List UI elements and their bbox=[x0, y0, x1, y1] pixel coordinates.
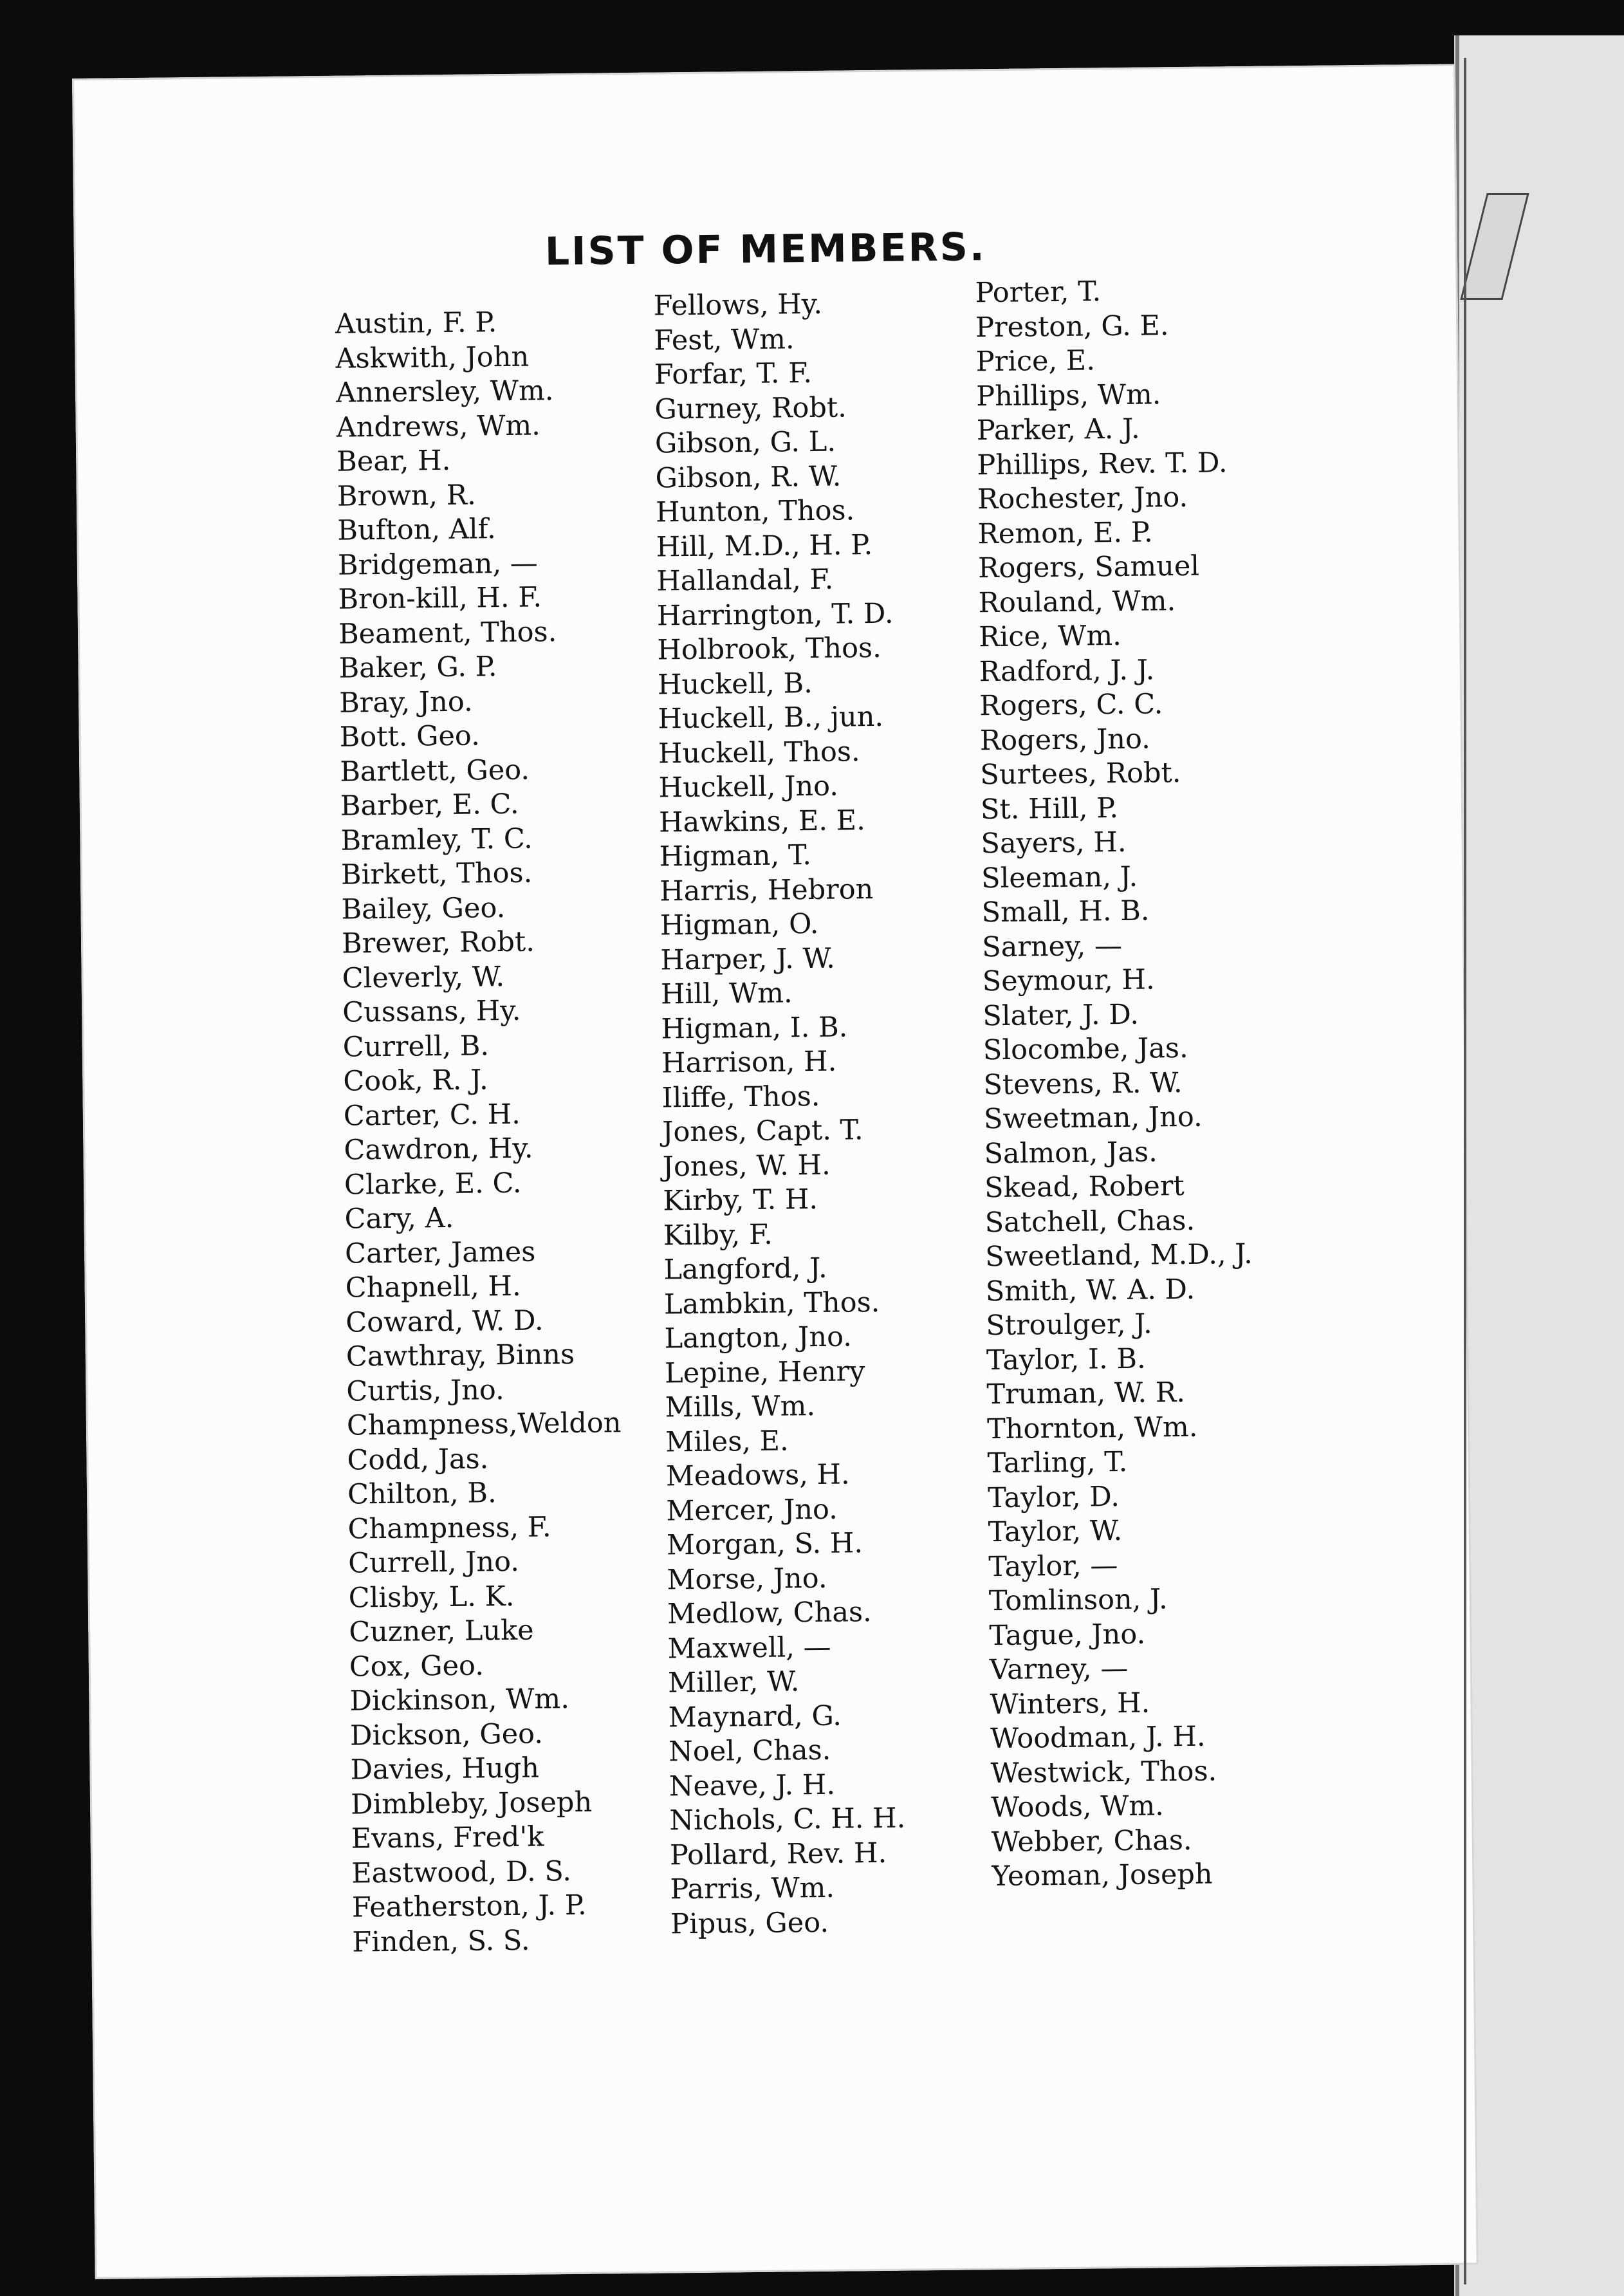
member-entry: Taylor, D. bbox=[987, 1480, 1120, 1514]
member-entry: Kilby, F. bbox=[663, 1218, 773, 1252]
member-entry: Maxwell, — bbox=[667, 1631, 831, 1665]
member-entry: Sleeman, J. bbox=[981, 860, 1138, 894]
member-entry: Dimbleby, Joseph bbox=[350, 1786, 593, 1821]
member-entry: Rogers, Jno. bbox=[979, 723, 1151, 757]
member-entry: Evans, Fred'k bbox=[351, 1820, 544, 1855]
member-entry: Kirby, T. H. bbox=[663, 1183, 818, 1217]
member-entry: Sweetman, Jno. bbox=[983, 1100, 1203, 1136]
member-column-2 bbox=[653, 287, 907, 1942]
member-entry: Cary, A. bbox=[344, 1201, 454, 1236]
member-entry: Harrison, H. bbox=[661, 1045, 837, 1080]
member-entry: Seymour, H. bbox=[982, 963, 1155, 998]
member-entry: Huckell, B. bbox=[657, 667, 813, 701]
member-entry: Morse, Jno. bbox=[667, 1562, 827, 1596]
member-entry: Thornton, Wm. bbox=[986, 1411, 1198, 1445]
member-entry: Cawdron, Hy. bbox=[344, 1132, 533, 1167]
member-entry: Huckell, Jno. bbox=[658, 770, 839, 804]
member-entry: Beament, Thos. bbox=[338, 615, 557, 651]
member-entry: Radford, J. J. bbox=[979, 653, 1155, 688]
member-entry: Slocombe, Jas. bbox=[983, 1032, 1188, 1067]
member-entry: Bailey, Geo. bbox=[341, 891, 506, 926]
member-entry: Bramley, T. C. bbox=[340, 822, 533, 857]
member-entry: Porter, T. bbox=[975, 275, 1102, 310]
member-entry: Champness,Weldon bbox=[346, 1407, 622, 1442]
member-entry: Rouland, Wm. bbox=[978, 584, 1176, 619]
member-entry: Champness, F. bbox=[347, 1510, 551, 1546]
member-entry: Annersley, Wm. bbox=[335, 375, 554, 409]
member-entry: Rogers, Samuel bbox=[977, 550, 1200, 585]
member-entry: Woods, Wm. bbox=[990, 1790, 1165, 1824]
member-entry: Slater, J. D. bbox=[983, 998, 1140, 1032]
member-entry: Finden, S. S. bbox=[352, 1924, 530, 1959]
member-entry: Chilton, B. bbox=[347, 1477, 497, 1511]
member-entry: Pollard, Rev. H. bbox=[669, 1837, 887, 1871]
member-entry: Taylor, W. bbox=[988, 1515, 1123, 1549]
member-entry: Birkett, Thos. bbox=[340, 856, 533, 891]
member-entry: Higman, T. bbox=[659, 839, 812, 873]
member-entry: Iliffe, Thos. bbox=[661, 1080, 820, 1114]
member-entry: Bartlett, Geo. bbox=[340, 754, 530, 788]
facing-page bbox=[1454, 35, 1624, 2296]
member-entry: Tague, Jno. bbox=[989, 1618, 1146, 1652]
member-entry: Brown, R. bbox=[337, 478, 477, 513]
member-entry: Nichols, C. H. H. bbox=[669, 1802, 906, 1837]
member-entry: Hunton, Thos. bbox=[655, 494, 855, 529]
member-entry: Parker, A. J. bbox=[976, 412, 1140, 447]
member-entry: Parris, Wm. bbox=[670, 1871, 835, 1906]
member-entry: Lambkin, Thos. bbox=[663, 1286, 880, 1320]
member-entry: Maynard, G. bbox=[668, 1699, 842, 1734]
member-entry: Currell, B. bbox=[342, 1029, 490, 1064]
member-entry: Mercer, Jno. bbox=[666, 1493, 838, 1527]
member-entry: Preston, G. E. bbox=[975, 309, 1169, 344]
member-entry: Carter, James bbox=[344, 1236, 536, 1270]
member-entry: Hawkins, E. E. bbox=[658, 804, 866, 839]
member-entry: Coward, W. D. bbox=[346, 1304, 544, 1339]
member-entry: Askwith, John bbox=[335, 340, 530, 375]
member-entry: Gurney, Robt. bbox=[654, 391, 847, 426]
member-entry: Westwick, Thos. bbox=[990, 1755, 1217, 1790]
member-entry: Medlow, Chas. bbox=[667, 1596, 872, 1631]
member-entry: Brewer, Robt. bbox=[341, 925, 535, 960]
member-entry: Skead, Robert bbox=[984, 1169, 1185, 1205]
member-entry: Dickson, Geo. bbox=[349, 1717, 544, 1752]
member-entry: Varney, — bbox=[989, 1652, 1129, 1687]
member-entry: Bron-kill, H. F. bbox=[338, 581, 542, 616]
member-entry: Forfar, T. F. bbox=[654, 356, 813, 391]
member-entry: Rogers, C. C. bbox=[979, 688, 1163, 723]
member-entry: Langton, Jno. bbox=[664, 1320, 853, 1355]
member-entry: Bufton, Alf. bbox=[337, 513, 496, 547]
member-column-1 bbox=[335, 304, 627, 1959]
member-entry: Baker, G. P. bbox=[338, 651, 497, 685]
member-entry: Andrews, Wm. bbox=[336, 409, 541, 444]
member-entry: Davies, Hugh bbox=[350, 1752, 540, 1786]
member-entry: Bray, Jno. bbox=[338, 685, 473, 719]
member-entry: Yeoman, Joseph bbox=[992, 1858, 1213, 1893]
member-entry: Holbrook, Thos. bbox=[657, 631, 881, 667]
member-entry: Cuzner, Luke bbox=[349, 1614, 534, 1649]
member-entry: Noel, Chas. bbox=[669, 1734, 831, 1768]
member-entry: Phillips, Wm. bbox=[975, 378, 1161, 412]
member-entry: Carter, C. H. bbox=[343, 1098, 521, 1133]
member-entry: Jones, Capt. T. bbox=[661, 1114, 863, 1149]
member-entry: Huckell, Thos. bbox=[658, 735, 860, 770]
member-entry: Hallandal, F. bbox=[656, 563, 834, 598]
member-entry: Featherston, J. P. bbox=[351, 1889, 587, 1924]
member-column-3 bbox=[975, 273, 1259, 1894]
member-entry: Cawthray, Binns bbox=[346, 1338, 575, 1373]
member-entry: Clarke, E. C. bbox=[344, 1167, 522, 1201]
member-entry: Langford, J. bbox=[663, 1252, 827, 1286]
member-entry: Salmon, Jas. bbox=[984, 1135, 1158, 1170]
member-entry: Cook, R. J. bbox=[343, 1064, 488, 1098]
member-entry: Codd, Jas. bbox=[347, 1442, 489, 1477]
member-entry: Cox, Geo. bbox=[349, 1649, 484, 1683]
member-entry: Pipus, Geo. bbox=[670, 1906, 829, 1940]
member-entry: Small, H. B. bbox=[981, 894, 1150, 929]
member-entry: Neave, J. H. bbox=[669, 1768, 836, 1802]
member-entry: Eastwood, D. S. bbox=[351, 1855, 572, 1890]
member-entry: Taylor, — bbox=[988, 1549, 1118, 1583]
member-entry: Stevens, R. W. bbox=[983, 1066, 1183, 1101]
member-entry: Mills, Wm. bbox=[665, 1390, 816, 1424]
member-entry: Barber, E. C. bbox=[340, 788, 519, 822]
member-entry: Taylor, I. B. bbox=[986, 1342, 1146, 1376]
member-entry: Tarling, T. bbox=[987, 1445, 1128, 1480]
member-entry: Bear, H. bbox=[336, 444, 451, 478]
member-entry: Surtees, Robt. bbox=[980, 757, 1181, 792]
member-entry: Dickinson, Wm. bbox=[349, 1683, 570, 1717]
member-entry: Bridgeman, — bbox=[337, 546, 539, 582]
member-entry: Hill, Wm. bbox=[660, 977, 793, 1011]
member-entry: Clisby, L. K. bbox=[348, 1580, 515, 1615]
member-entry: Higman, O. bbox=[660, 907, 819, 942]
member-entry: Gibson, R. W. bbox=[655, 460, 842, 495]
member-entry: Curtis, Jno. bbox=[346, 1373, 504, 1408]
member-entry: Truman, W. R. bbox=[986, 1376, 1186, 1411]
member-entry: Gibson, G. L. bbox=[654, 425, 836, 460]
member-entry: Price, E. bbox=[975, 344, 1096, 378]
member-entry: Remon, E. P. bbox=[977, 515, 1153, 550]
member-entry: St. Hill, P. bbox=[980, 792, 1119, 826]
member-entry: Sarney, — bbox=[981, 929, 1123, 963]
member-entry: Winters, H. bbox=[990, 1687, 1150, 1721]
member-entry: Cussans, Hy. bbox=[342, 994, 521, 1029]
member-entry: Phillips, Rev. T. D. bbox=[977, 446, 1228, 481]
member-entry: Austin, F. P. bbox=[335, 306, 497, 340]
member-entry: Harris, Hebron bbox=[660, 873, 874, 908]
document-page bbox=[72, 64, 1479, 2279]
member-entry: Higman, I. B. bbox=[661, 1010, 848, 1045]
member-entry: Currell, Jno. bbox=[347, 1545, 520, 1580]
member-entry: Fest, Wm. bbox=[654, 322, 795, 357]
member-entry: Webber, Chas. bbox=[991, 1824, 1192, 1858]
member-columns bbox=[72, 64, 1479, 2279]
member-entry: Sweetland, M.D., J. bbox=[984, 1237, 1253, 1273]
member-entry: Cleverly, W. bbox=[342, 960, 505, 995]
member-entry: Morgan, S. H. bbox=[666, 1527, 863, 1562]
member-entry: Jones, W. H. bbox=[662, 1149, 831, 1183]
member-entry: Smith, W. A. D. bbox=[985, 1273, 1195, 1308]
member-entry: Tomlinson, J. bbox=[988, 1583, 1168, 1618]
member-entry: Fellows, Hy. bbox=[653, 288, 823, 322]
member-entry: Rochester, Jno. bbox=[977, 481, 1188, 516]
member-entry: Harper, J. W. bbox=[660, 942, 836, 976]
member-entry: Chapnell, H. bbox=[345, 1270, 521, 1304]
member-entry: Stroulger, J. bbox=[986, 1308, 1152, 1342]
member-entry: Bott. Geo. bbox=[339, 719, 480, 754]
page-edge bbox=[1464, 58, 1466, 2284]
member-entry: Miles, E. bbox=[665, 1424, 789, 1458]
member-entry: Sayers, H. bbox=[981, 826, 1127, 860]
member-entry: Woodman, J. H. bbox=[990, 1720, 1206, 1755]
member-entry: Hill, M.D., H. P. bbox=[656, 528, 873, 564]
member-entry: Huckell, B., jun. bbox=[658, 700, 884, 736]
member-entry: Meadows, H. bbox=[665, 1458, 850, 1493]
member-entry: Harrington, T. D. bbox=[656, 597, 894, 633]
member-entry: Satchell, Chas. bbox=[984, 1204, 1195, 1239]
member-entry: Rice, Wm. bbox=[978, 619, 1122, 654]
member-entry: Miller, W. bbox=[667, 1665, 800, 1699]
member-entry: Lepine, Henry bbox=[664, 1355, 865, 1389]
page-title: LIST OF MEMBERS. bbox=[544, 225, 987, 275]
